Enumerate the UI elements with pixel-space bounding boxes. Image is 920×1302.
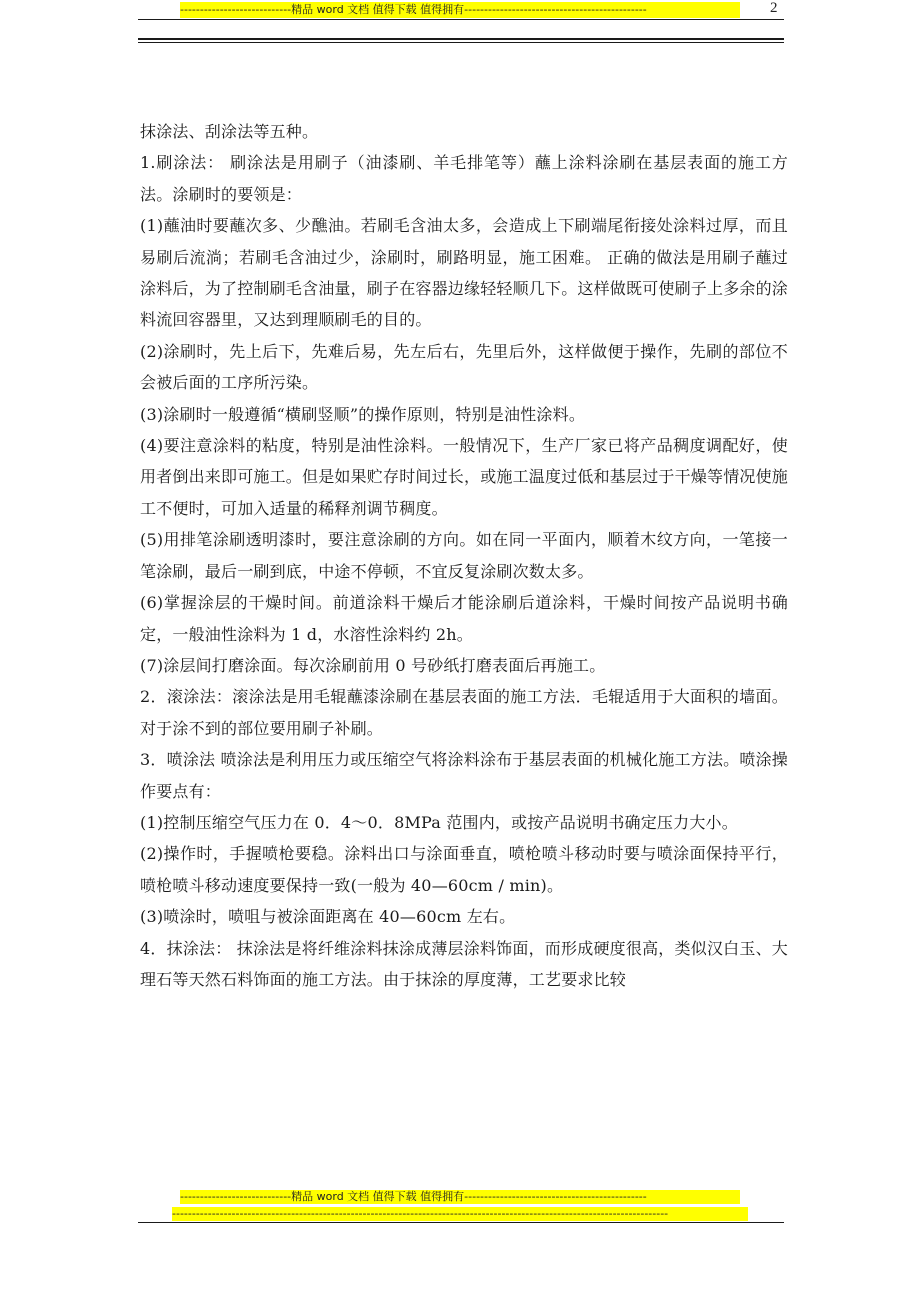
paragraph: (5)用排笔涂刷透明漆时，要注意涂刷的方向。如在同一平面内，顺着木纹方向，一笔接一笔涂刷，最后一刷到底，中途不停顿，不宜反复涂刷次数太多。 (140, 530, 788, 581)
footer-banner: ----------------------------精品 word 文档 值得下载 值得拥有---------------------------------------------- (180, 1190, 740, 1204)
header-rule-bottom (138, 42, 784, 43)
paragraph: (2)操作时，手握喷枪要稳。涂料出口与涂面垂直，喷枪喷斗移动时要与喷涂面保持平行，喷枪喷斗移动速度要保持一致(一般为 40—60cm / min)。 (140, 844, 788, 895)
paragraph: (4)要注意涂料的粘度，特别是油性涂料。一般情况下，生产厂家已将产品稠度调配好，使用者倒出来即可施工。但是如果贮存时间过长，或施工温度过低和基层过于干燥等情况使施工不便时，可加入适量的稀释剂调节稠度。 (140, 436, 789, 518)
header-rule-thin (138, 19, 784, 20)
paragraph: (3)喷涂时，喷咀与被涂面距离在 40—60cm 左右。 (140, 907, 516, 927)
paragraph: (2)涂刷时，先上后下，先难后易，先左后右，先里后外，这样做便于操作，先刷的部位不会被后面的工序所污染。 (140, 341, 788, 393)
paragraph: 4．抹涂法： 抹涂法是将纤维涂料抹涂成薄层涂料饰面，而形成硬度很高，类似汉白玉、大理石等天然石料饰面的施工方法。由于抹涂的厚度薄，工艺要求比较 (140, 938, 788, 989)
paragraph: 2．滚涂法：滚涂法是用毛辊蘸漆涂刷在基层表面的施工方法．毛辊适用于大面积的墙面。对于涂不到的部位要用刷子补刷。 (140, 687, 788, 738)
paragraph: (1)控制压缩空气压力在 0．4～0．8MPa 范围内，或按产品说明书确定压力大小。 (140, 812, 738, 832)
paragraph: (7)涂层间打磨涂面。每次涂刷前用 0 号砂纸打磨表面后再施工。 (140, 655, 606, 675)
header-rule-thick (138, 38, 784, 40)
paragraph: (1)蘸油时要蘸次多、少醮油。若刷毛含油太多，会造成上下刷端尾衔接处涂料过厚，而且易刷后流淌；若刷毛含油过少，涂刷时，刷路明显，施工困难。 正确的做法是用刷子蘸过涂料后，为了控制刷毛含油量，刷子在容器边缘轻轻顺几下。这样做既可使刷子上多余的涂料流回容器里，又达到理顺刷毛的目的。 (140, 216, 789, 330)
paragraph: 3．喷涂法 喷涂法是利用压力或压缩空气将涂料涂布于基层表面的机械化施工方法。喷涂操作要点有： (140, 750, 788, 801)
footer-rule (138, 1222, 784, 1223)
paragraph: 抹涂法、刮涂法等五种。 (140, 122, 319, 141)
document-body (140, 116, 788, 995)
header-banner: ----------------------------精品 word 文档 值得下载 值得拥有---------------------------------------------- (180, 2, 740, 18)
paragraph: (3)涂刷时一般遵循“横刷竖顺”的操作原则，特别是油性涂料。 (140, 404, 586, 424)
paragraph: 1.刷涂法： 刷涂法是用刷子（油漆刷、羊毛排笔等）蘸上涂料涂刷在基层表面的施工方法。涂刷时的要领是： (140, 153, 788, 204)
footer-dash-line: ----------------------------------------------------------------------------------------------------------------------------- (172, 1207, 748, 1221)
paragraph: (6)掌握涂层的干燥时间。前道涂料干燥后才能涂刷后道涂料，干燥时间按产品说明书确定，一般油性涂料为 1 d，水溶性涂料约 2h。 (140, 593, 788, 644)
page-number: 2 (770, 0, 778, 16)
